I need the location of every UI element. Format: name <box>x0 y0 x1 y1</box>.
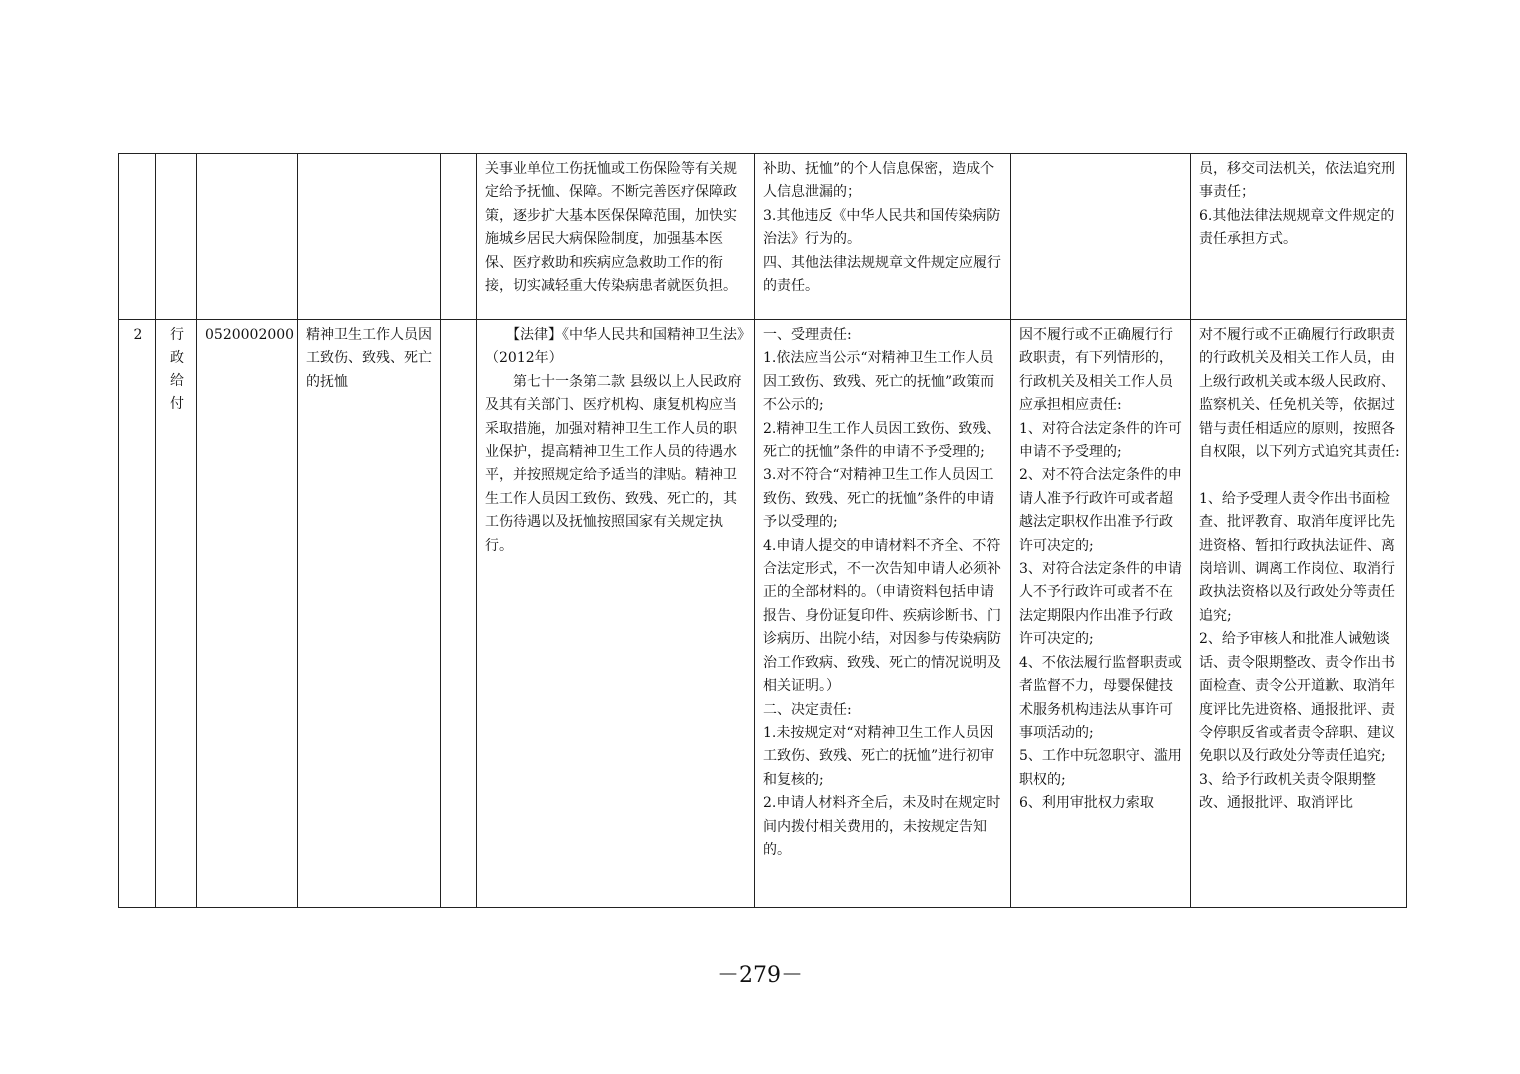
page-number: －279－ <box>717 963 803 988</box>
category-text: 行政给付 <box>170 327 184 412</box>
liability-method-cell: 员，移交司法机关，依法追究刑事责任； 6.其他法律法规规章文件规定的责任承担方式。 <box>1191 154 1407 320</box>
category-cell <box>156 154 197 320</box>
duty-cell: 补助、抚恤”的个人信息保密，造成个人信息泄漏的； 3.其他违反《中华人民共和国传染病防治法》行为的。 四、其他法律法规规章文件规定应履行的责任。 <box>755 154 1011 320</box>
legal-basis-cell: 【法律】《中华人民共和国精神卫生法》（2012年） 第七十一条第二款 县级以上人民政府及其有关部门、医疗机构、康复机构应当采取措施，加强对精神卫生工作人员的职业保护，提高精神卫生工作人员的待遇水平，并按照规定给予适当的津贴。精神卫生工作人员因工致伤、致残、死亡的，其工伤待遇以及抚恤按照国家有关规定执行。 <box>477 320 755 908</box>
responsibility-table <box>118 153 1407 908</box>
liability-method-cell: 对不履行或不正确履行行政职责的行政机关及相关工作人员，由上级行政机关或本级人民政府、监察机关、任免机关等，依据过错与责任相适应的原则，按照各自权限，以下列方式追究其责任: 1、给予受理人责令作出书面检查、批评教育、取消年度评比先进资格、暂扣行政执法证件、离岗培训、调离工作岗位、取消行政执法资格以及行政处分等责任追究; 2、给予审核人和批准人诫勉谈话、责令限期整改、责令作出书面检查、责令公开道歉、取消年度评比先进资格、通报批评、责令停职反省或者责令辞职、建议免职以及行政处分等责任追究; 3、给予行政机关责令限期整改、通报批评、取消评比 <box>1191 320 1407 908</box>
table-row <box>119 320 1407 908</box>
item-name-cell <box>298 154 441 320</box>
item-name-cell: 精神卫生工作人员因工致伤、致残、死亡的抚恤 <box>298 320 441 908</box>
table-row <box>119 154 1407 320</box>
liability-situation-cell <box>1011 154 1191 320</box>
liability-situation-cell: 因不履行或不正确履行行政职责，有下列情形的，行政机关及相关工作人员应承担相应责任: 1、对符合法定条件的许可申请不予受理的; 2、对不符合法定条件的申请人准予行政许可或者超越法定职权作出准予行政许可决定的; 3、对符合法定条件的申请人不予行政许可或者不在法定期限内作出准予行政许可决定的; 4、不依法履行监督职责或者监督不力，母婴保健技术服务机构违法从事许可事项活动的; 5、工作中玩忽职守、滥用职权的; 6、利用审批权力索取 <box>1011 320 1191 908</box>
duty-cell: 一、受理责任: 1.依法应当公示“对精神卫生工作人员因工致伤、致残、死亡的抚恤”政策而不公示的; 2.精神卫生工作人员因工致伤、致残、死亡的抚恤”条件的申请不予受理的; 3.对不符合“对精神卫生工作人员因工致伤、致残、死亡的抚恤”条件的申请予以受理的; 4.申请人提交的申请材料不齐全、不符合法定形式，不一次告知申请人必须补正的全部材料的。（申请资料包括申请报告、身份证复印件、疾病诊断书、门诊病历、出院小结，对因参与传染病防治工作致病、致残、死亡的情况说明及相关证明。） 二、决定责任: 1.未按规定对“对精神卫生工作人员因工致伤、致残、死亡的抚恤”进行初审和复核的; 2.申请人材料齐全后，未及时在规定时间内拨付相关费用的，未按规定告知的。 <box>755 320 1011 908</box>
code-cell: 0520002000 <box>197 320 298 908</box>
index-cell <box>119 154 156 320</box>
category-cell <box>156 320 197 908</box>
code-cell <box>197 154 298 320</box>
sub-item-cell <box>441 320 477 908</box>
legal-basis-cell: 关事业单位工伤抚恤或工伤保险等有关规定给予抚恤、保障。不断完善医疗保障政策，逐步扩大基本医保保障范围，加快实施城乡居民大病保险制度，加强基本医保、医疗救助和疾病应急救助工作的衔接，切实减轻重大传染病患者就医负担。 <box>477 154 755 320</box>
sub-item-cell <box>441 154 477 320</box>
index-cell: 2 <box>119 320 156 908</box>
